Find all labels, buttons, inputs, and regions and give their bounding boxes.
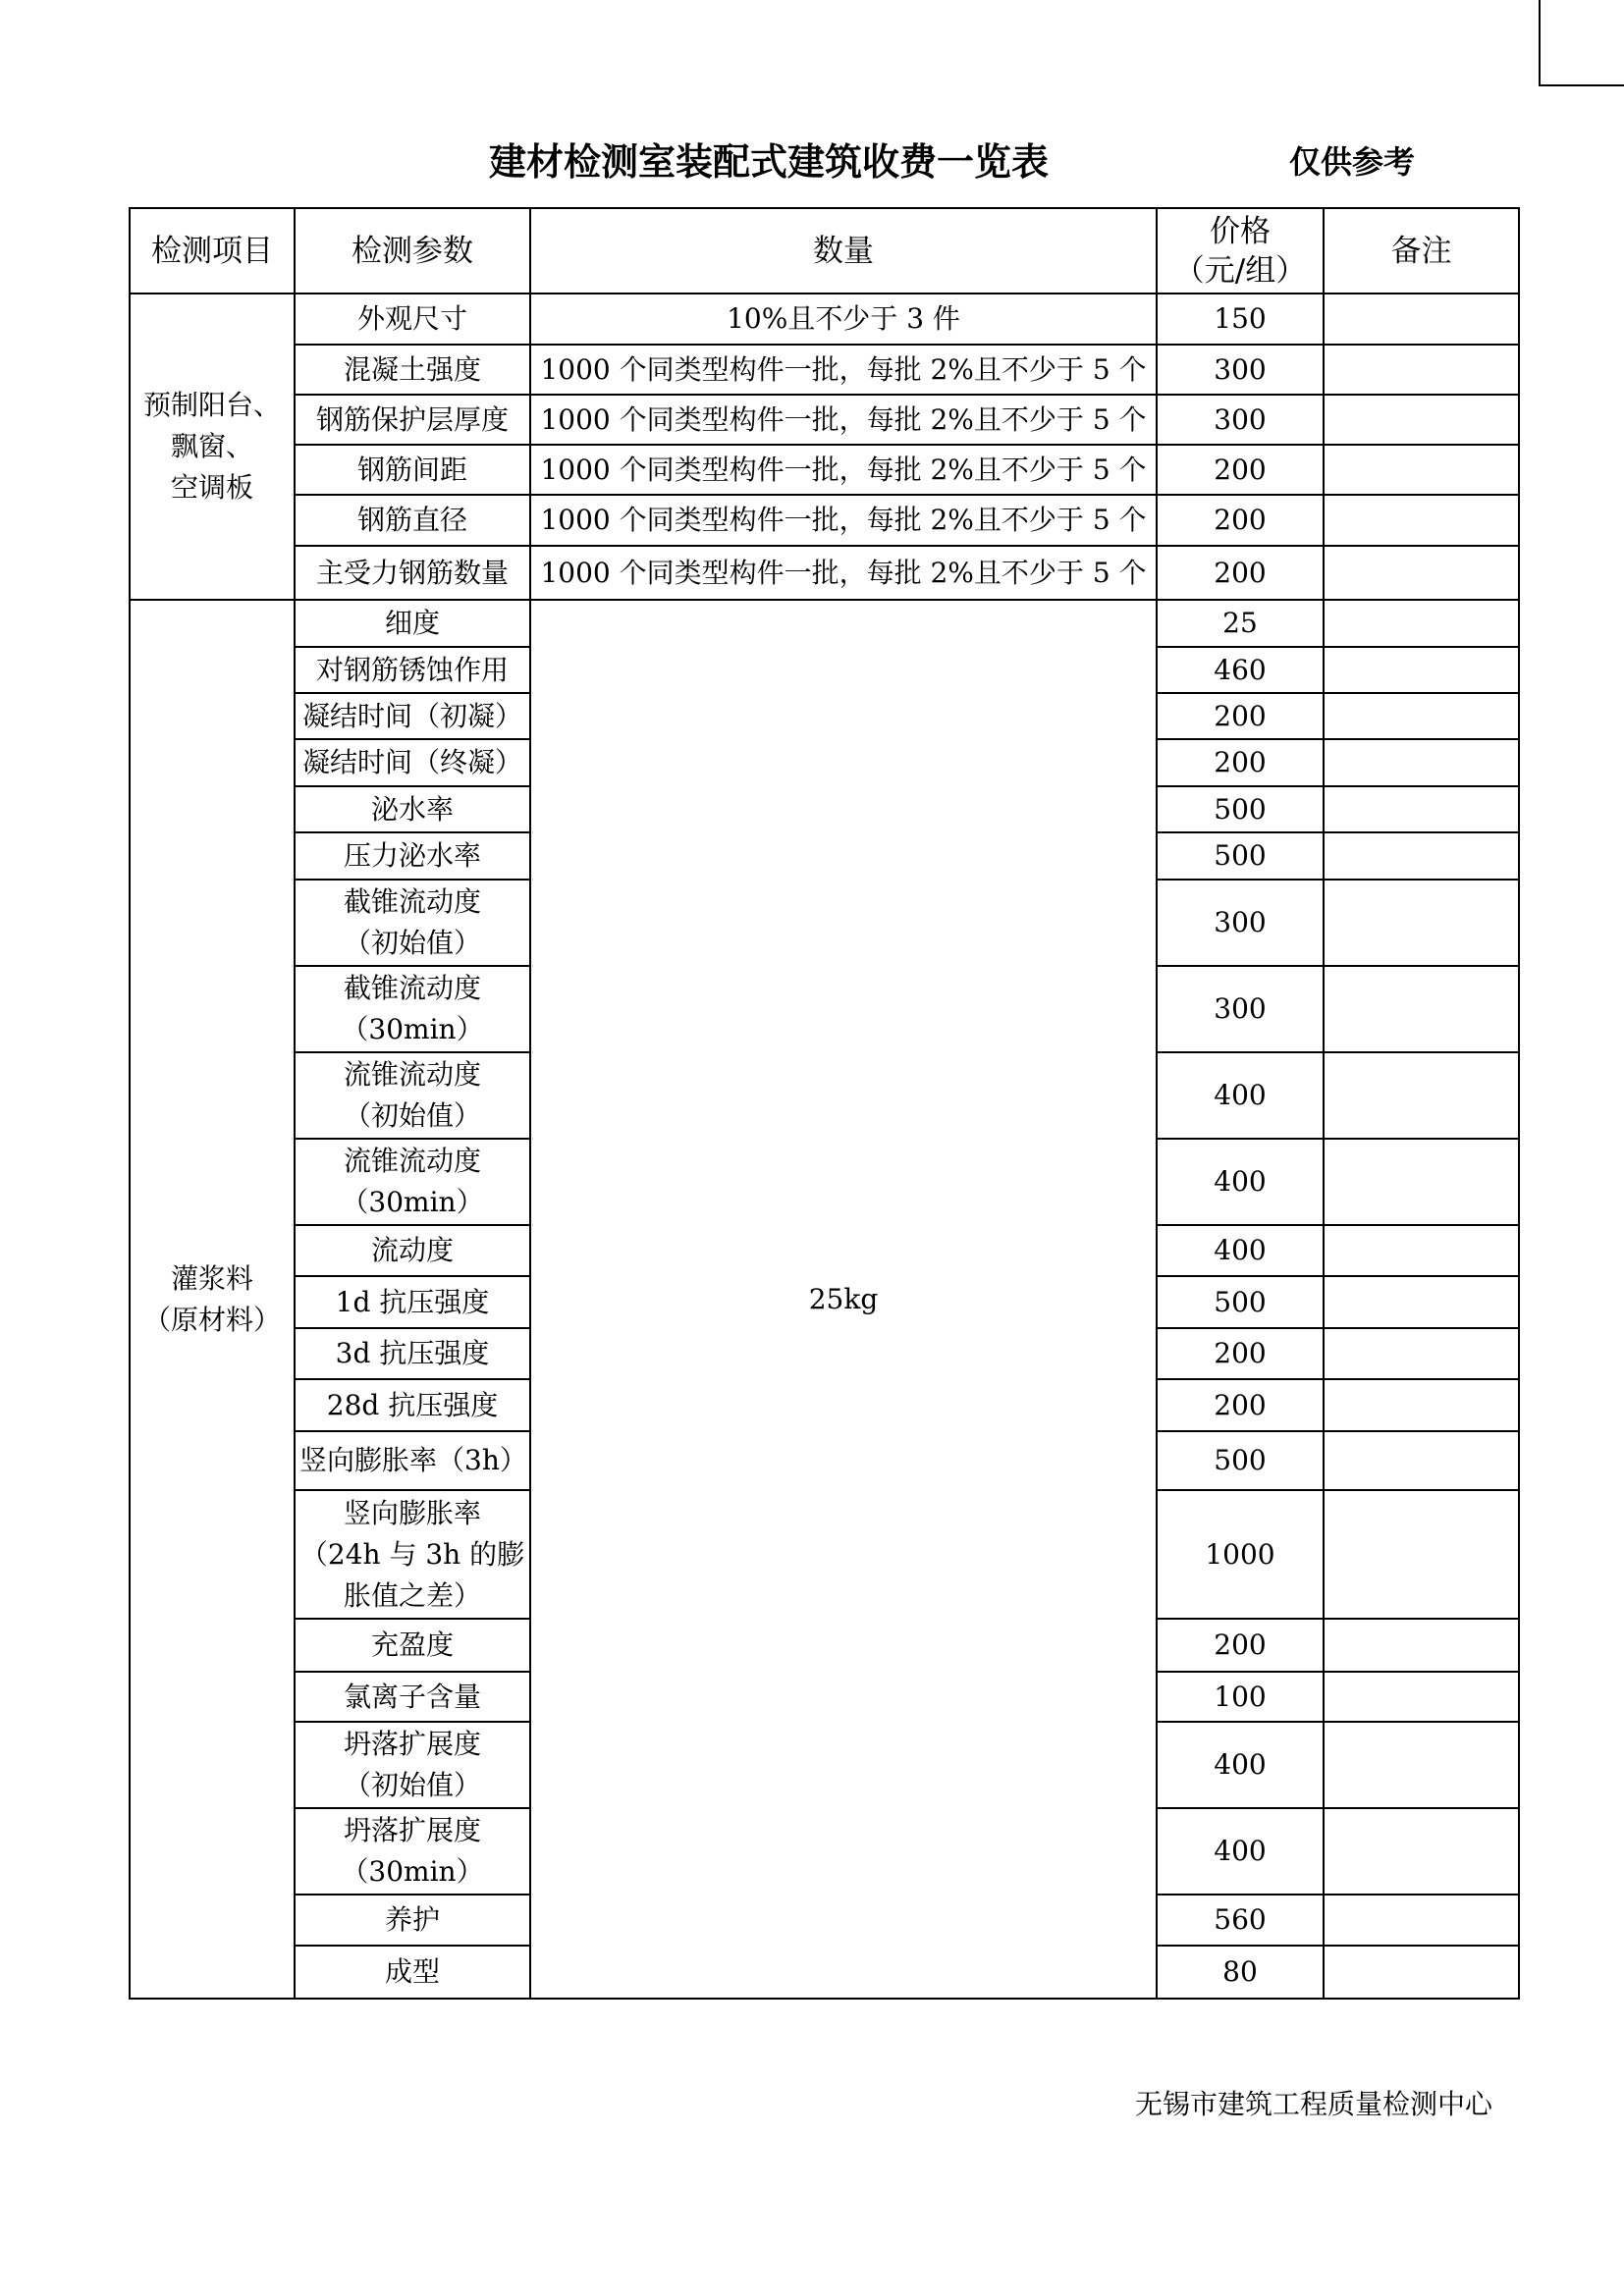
param-cell: 凝结时间（初凝） — [295, 693, 530, 739]
header-item: 检测项目 — [130, 208, 295, 294]
qty-cell: 1000 个同类型构件一批，每批 2%且不少于 5 个 — [530, 395, 1157, 445]
remark-cell — [1324, 1328, 1519, 1379]
remark-cell — [1324, 739, 1519, 786]
remark-cell — [1324, 495, 1519, 546]
header-price-l2: （元/组） — [1173, 252, 1307, 289]
price-cell: 300 — [1157, 395, 1324, 445]
remark-cell — [1324, 832, 1519, 880]
param-cell: 养护 — [295, 1895, 530, 1946]
param-line: （初始值） — [343, 1769, 481, 1801]
header-row — [130, 208, 1519, 294]
price-cell: 200 — [1157, 1328, 1324, 1379]
remark-cell — [1324, 1946, 1519, 1999]
price-cell: 200 — [1157, 1379, 1324, 1431]
price-cell: 200 — [1157, 1619, 1324, 1672]
group1-name-l1: 预制阳台、 — [142, 389, 281, 421]
remark-cell — [1324, 966, 1519, 1052]
price-cell: 200 — [1157, 739, 1324, 786]
remark-cell — [1324, 600, 1519, 647]
table-row — [130, 445, 1519, 495]
param-line: （30min） — [341, 1855, 484, 1888]
price-cell: 80 — [1157, 1946, 1324, 1999]
price-cell: 500 — [1157, 1431, 1324, 1490]
param-cell: 细度 — [295, 600, 530, 647]
header-qty: 数量 — [530, 208, 1157, 294]
qty-cell: 1000 个同类型构件一批，每批 2%且不少于 5 个 — [530, 345, 1157, 395]
param-line: 胀值之差） — [343, 1578, 481, 1612]
price-cell: 25 — [1157, 600, 1324, 647]
price-cell: 400 — [1157, 1139, 1324, 1225]
reference-note: 仅供参考 — [1289, 143, 1416, 181]
remark-cell — [1324, 1722, 1519, 1808]
remark-cell — [1324, 693, 1519, 739]
header-param: 检测参数 — [295, 208, 530, 294]
param-cell: 压力泌水率 — [295, 832, 530, 880]
remark-cell — [1324, 1490, 1519, 1619]
param-cell: 对钢筋锈蚀作用 — [295, 647, 530, 693]
group2-name — [130, 600, 295, 1999]
param-cell: 充盈度 — [295, 1619, 530, 1672]
param-cell: 氯离子含量 — [295, 1672, 530, 1722]
price-cell: 400 — [1157, 1722, 1324, 1808]
remark-cell — [1324, 1895, 1519, 1946]
group1-name — [130, 294, 295, 600]
param-line: 截锥流动度 — [343, 972, 481, 1004]
param-cell: 流动度 — [295, 1225, 530, 1276]
price-cell: 400 — [1157, 1052, 1324, 1139]
param-cell: 1d 抗压强度 — [295, 1276, 530, 1328]
group2-name-l2: （原材料） — [142, 1303, 281, 1336]
param-cell: 外观尺寸 — [295, 294, 530, 345]
param-line: 坍落扩展度 — [343, 1728, 481, 1760]
remark-cell — [1324, 1619, 1519, 1672]
param-cell: 钢筋保护层厚度 — [295, 395, 530, 445]
param-cell — [295, 966, 530, 1052]
qty-cell: 1000 个同类型构件一批，每批 2%且不少于 5 个 — [530, 495, 1157, 546]
price-cell: 200 — [1157, 495, 1324, 546]
remark-cell — [1324, 395, 1519, 445]
param-line: （初始值） — [343, 1099, 481, 1132]
qty-cell: 10%且不少于 3 件 — [530, 294, 1157, 345]
remark-cell — [1324, 1052, 1519, 1139]
remark-cell — [1324, 1139, 1519, 1225]
price-cell: 300 — [1157, 880, 1324, 966]
param-cell — [295, 880, 530, 966]
param-cell — [295, 1052, 530, 1139]
remark-cell — [1324, 1379, 1519, 1431]
price-cell: 300 — [1157, 345, 1324, 395]
table-row — [130, 600, 1519, 647]
header-remark: 备注 — [1324, 208, 1519, 294]
price-cell: 200 — [1157, 445, 1324, 495]
group1-name-l3: 空调板 — [170, 471, 253, 504]
param-cell — [295, 1808, 530, 1895]
remark-cell — [1324, 1808, 1519, 1895]
table-row — [130, 495, 1519, 546]
param-cell: 泌水率 — [295, 786, 530, 832]
param-line: 截锥流动度 — [343, 885, 481, 918]
price-cell: 1000 — [1157, 1490, 1324, 1619]
qty-cell: 1000 个同类型构件一批，每批 2%且不少于 5 个 — [530, 546, 1157, 600]
price-cell: 500 — [1157, 832, 1324, 880]
header-price — [1157, 208, 1324, 294]
table-row — [130, 345, 1519, 395]
corner-box — [1539, 0, 1624, 86]
remark-cell — [1324, 1225, 1519, 1276]
param-line: （30min） — [341, 1013, 484, 1045]
param-cell: 混凝土强度 — [295, 345, 530, 395]
qty-cell: 1000 个同类型构件一批，每批 2%且不少于 5 个 — [530, 445, 1157, 495]
remark-cell — [1324, 1431, 1519, 1490]
table-row — [130, 395, 1519, 445]
group2-name-l1: 灌浆料 — [170, 1261, 253, 1295]
param-line: 流锥流动度 — [343, 1145, 481, 1177]
param-cell — [295, 1490, 530, 1619]
remark-cell — [1324, 786, 1519, 832]
param-line: 流锥流动度 — [343, 1058, 481, 1091]
price-cell: 200 — [1157, 546, 1324, 600]
price-cell: 560 — [1157, 1895, 1324, 1946]
page-title: 建材检测室装配式建筑收费一览表 — [489, 140, 1050, 184]
param-cell: 28d 抗压强度 — [295, 1379, 530, 1431]
remark-cell — [1324, 445, 1519, 495]
price-cell: 100 — [1157, 1672, 1324, 1722]
remark-cell — [1324, 647, 1519, 693]
param-cell: 凝结时间（终凝） — [295, 739, 530, 786]
param-line: （30min） — [341, 1186, 484, 1218]
price-cell: 500 — [1157, 1276, 1324, 1328]
header-price-l1: 价格 — [1210, 213, 1271, 249]
remark-cell — [1324, 880, 1519, 966]
footer-org: 无锡市建筑工程质量检测中心 — [1135, 2088, 1493, 2120]
table-row — [130, 546, 1519, 600]
param-cell: 钢筋直径 — [295, 495, 530, 546]
remark-cell — [1324, 294, 1519, 345]
param-cell — [295, 1722, 530, 1808]
price-cell: 400 — [1157, 1808, 1324, 1895]
price-cell: 500 — [1157, 786, 1324, 832]
price-cell: 150 — [1157, 294, 1324, 345]
price-cell: 300 — [1157, 966, 1324, 1052]
param-line: 竖向膨胀率 — [343, 1496, 481, 1529]
fee-table — [129, 207, 1520, 2000]
param-cell: 成型 — [295, 1946, 530, 1999]
group1-name-l2: 飘窗、 — [170, 430, 253, 462]
group2-qty: 25kg — [530, 600, 1157, 1999]
param-cell: 3d 抗压强度 — [295, 1328, 530, 1379]
param-cell: 钢筋间距 — [295, 445, 530, 495]
param-line: （24h 与 3h 的膨 — [299, 1537, 525, 1571]
price-cell: 460 — [1157, 647, 1324, 693]
table-row — [130, 294, 1519, 345]
remark-cell — [1324, 345, 1519, 395]
param-cell: 主受力钢筋数量 — [295, 546, 530, 600]
param-line: （初始值） — [343, 927, 481, 959]
title-bar — [0, 133, 1624, 191]
param-line: 坍落扩展度 — [343, 1814, 481, 1846]
price-cell: 200 — [1157, 693, 1324, 739]
remark-cell — [1324, 546, 1519, 600]
remark-cell — [1324, 1276, 1519, 1328]
param-cell: 竖向膨胀率（3h） — [295, 1431, 530, 1490]
param-cell — [295, 1139, 530, 1225]
remark-cell — [1324, 1672, 1519, 1722]
price-cell: 400 — [1157, 1225, 1324, 1276]
